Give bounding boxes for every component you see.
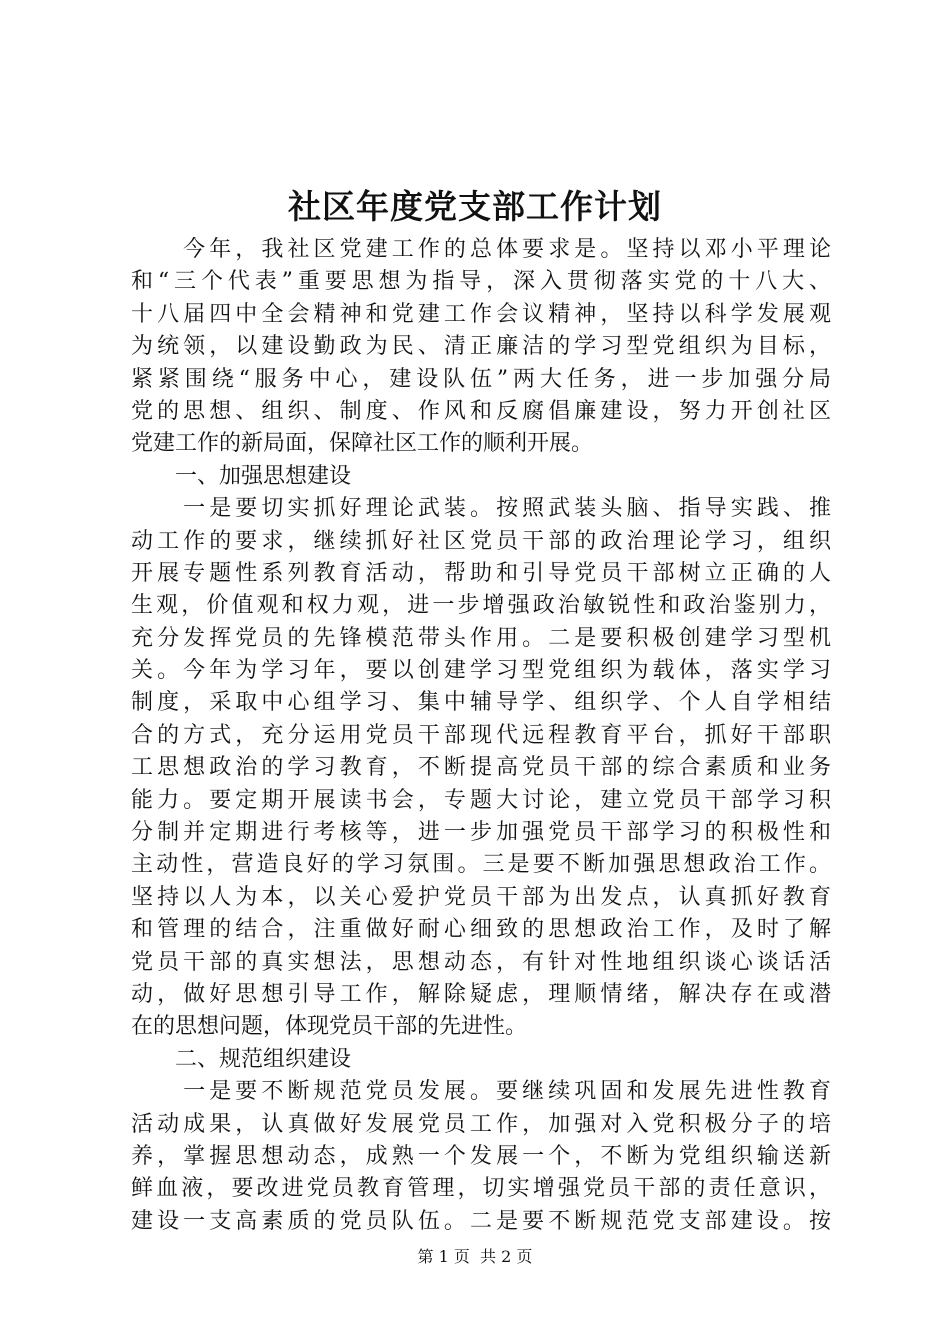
body-text-line: 为统领，以建设勤政为民、清正廉洁的学习型党组织为目标， — [131, 334, 831, 360]
body-text-line: 一、加强思想建设 — [131, 463, 352, 489]
body-text-line: 动，做好思想引导工作，解除疑虑，理顺情绪，解决存在或潜 — [131, 981, 831, 1007]
body-text-line: 紧紧围绕“服务中心，建设队伍”两大任务，进一步加强分局 — [131, 366, 831, 392]
body-text-line: 能力。要定期开展读书会，专题大讨论，建立党员干部学习积 — [131, 787, 831, 813]
body-text-line: 开展专题性系列教育活动，帮助和引导党员干部树立正确的人 — [131, 560, 831, 586]
body-text-line: 养，掌握思想动态，成熟一个发展一个，不断为党组织输送新 — [131, 1143, 831, 1169]
body-text-line: 鲜血液，要改进党员教育管理，切实增强党员干部的责任意识， — [131, 1176, 831, 1202]
body-text-line: 一是要切实抓好理论武装。按照武装头脑、指导实践、推 — [131, 496, 831, 522]
page-number-label: 第 1 页 共 2 页 — [417, 1247, 533, 1266]
body-text-line: 生观，价值观和权力观，进一步增强政治敏锐性和政治鉴别力， — [131, 593, 831, 619]
body-text-line: 党的思想、组织、制度、作风和反腐倡廉建设，努力开创社区 — [131, 398, 831, 424]
body-text-line: 和“三个代表”重要思想为指导，深入贯彻落实党的十八大、 — [131, 269, 831, 295]
body-text-line: 制度，采取中心组学习、集中辅导学、组织学、个人自学相结 — [131, 690, 831, 716]
body-text-line: 建设一支高素质的党员队伍。二是要不断规范党支部建设。按 — [131, 1208, 831, 1234]
body-text-line: 主动性，营造良好的学习氛围。三是要不断加强思想政治工作。 — [131, 852, 831, 878]
body-text-line: 充分发挥党员的先锋模范带头作用。二是要积极创建学习型机 — [131, 625, 831, 651]
body-text-line: 分制并定期进行考核等，进一步加强党员干部学习的积极性和 — [131, 820, 831, 846]
body-text-line: 坚持以人为本，以关心爱护党员干部为出发点，认真抓好教育 — [131, 884, 831, 910]
body-text-line: 和管理的结合，注重做好耐心细致的思想政治工作，及时了解 — [131, 917, 831, 943]
body-text-line: 党员干部的真实想法，思想动态，有针对性地组织谈心谈话活 — [131, 949, 831, 975]
body-text-line: 关。今年为学习年，要以创建学习型党组织为载体，落实学习 — [131, 658, 831, 684]
body-text-line: 活动成果，认真做好发展党员工作，加强对入党积极分子的培 — [131, 1111, 831, 1137]
body-text-line: 今年，我社区党建工作的总体要求是。坚持以邓小平理论 — [131, 237, 831, 262]
body-text-line: 工思想政治的学习教育，不断提高党员干部的综合素质和业务 — [131, 755, 831, 781]
body-text-line: 党建工作的新局面，保障社区工作的顺利开展。 — [131, 431, 594, 457]
body-text-line: 在的思想问题，体现党员干部的先进性。 — [131, 1014, 528, 1040]
body-text-line: 十八届四中全会精神和党建工作会议精神，坚持以科学发展观 — [131, 301, 831, 327]
page-footer — [0, 1245, 950, 1269]
body-text-line: 动工作的要求，继续抓好社区党员干部的政治理论学习，组织 — [131, 528, 831, 554]
body-text-line: 合的方式，充分运用党员干部现代远程教育平台，抓好干部职 — [131, 722, 831, 748]
body-text-line: 二、规范组织建设 — [131, 1046, 352, 1072]
document-body — [131, 234, 831, 1238]
document-title: 社区年度党支部工作计划 — [288, 187, 662, 226]
body-text-line: 一是要不断规范党员发展。要继续巩固和发展先进性教育 — [131, 1079, 831, 1105]
